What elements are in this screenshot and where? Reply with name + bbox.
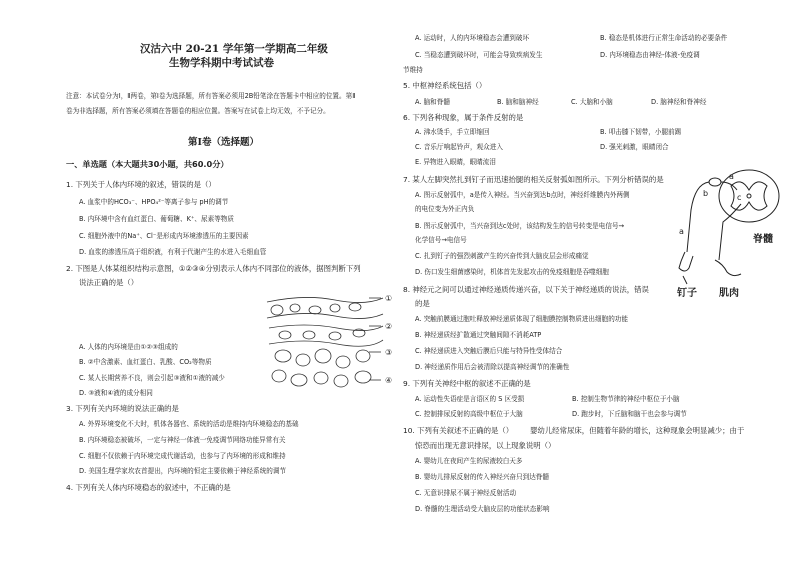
q7-option-a-line2: 的电位变为外正内负 xyxy=(415,205,475,213)
q10-stem-line3: 惊恐而出现无意识排尿，以上现象说明（） xyxy=(415,441,556,450)
figure-label-a-top: a xyxy=(729,172,734,181)
q10-option-c: C. 无意识排尿不属于神经反射活动 xyxy=(415,489,517,497)
q2-option-c: C. 某人长期营养不良，则会引起③液和①液的减少 xyxy=(79,374,225,382)
tissue-structure-figure xyxy=(265,288,397,390)
q1-stem: 1. 下列关于人体内环境的叙述，错误的是（） xyxy=(66,180,216,189)
q3-option-a: A. 外界环境变化不大时，机体各器官、系统的活动是维持内环境稳态的基础 xyxy=(79,420,299,428)
q6-option-e: E. 异物进入眼睛，眼睛流泪 xyxy=(415,158,496,166)
figure-label-b: b xyxy=(703,189,709,198)
q3-option-b: B. 内环境稳态被破坏，一定与神经一体液一免疫调节网络功能异常有关 xyxy=(79,436,286,444)
q6-option-d: D. 强光刺激，眼睛闭合 xyxy=(600,143,669,151)
q4-option-d: D. 内环境稳态由神经-体液-免疫调 xyxy=(600,51,700,59)
figure-label-muscle: 肌肉 xyxy=(719,288,739,298)
q9-option-c: C. 控制排尿反射的高级中枢位于大脑 xyxy=(415,410,523,418)
q4-option-a: A. 运动时，人的内环境稳态会遭到破坏 xyxy=(415,34,530,42)
notice-line2: 卷为非选择题，所有答案必须填在答题卷的相应位置。答案写在试卷上均无效，不予记分。 xyxy=(66,107,330,115)
q9-stem: 9. 下列有关神经中枢的叙述不正确的是 xyxy=(403,379,531,388)
q10-stem-line1: 10. 下列有关叙述不正确的是（） xyxy=(403,426,514,435)
figure-label-c: c xyxy=(737,193,742,202)
q6-option-c: C. 音乐厅响起铃声，观众进入 xyxy=(415,143,503,151)
notice-line1: 注意：本试卷分为Ⅰ，Ⅱ两卷，第Ⅰ卷为选择题，所有答案必须用2B铅笔涂在答题卡中相应的位置。第Ⅱ xyxy=(66,92,356,100)
exam-title-line2: 生物学科期中考试试卷 xyxy=(169,57,274,69)
q5-option-a: A. 脑和脊髓 xyxy=(415,98,450,106)
q10-option-a: A. 婴幼儿在夜间产生的尿液较白天多 xyxy=(415,457,523,465)
exam-title-line1: 汉沽六中 20-21 学年第一学期高二年级 xyxy=(140,43,328,55)
q9-option-b: B. 控制生物节律的神经中枢位于小脑 xyxy=(572,395,680,403)
q6-option-b: B. 叩击膝下韧带，小腿前踢 xyxy=(600,128,682,136)
q1-option-b: B. 内环境中含有血红蛋白、葡萄糖、K⁺、尿素等物质 xyxy=(79,215,234,223)
q7-option-c: C. 扎到钉子的强烈刺激产生的兴奋传到大脑皮层会形成痛觉 xyxy=(415,252,589,260)
figure-label-2: ② xyxy=(385,322,393,331)
q2-stem-line1: 2. 下图是人体某组织结构示意图，①②③④分别表示人体内不同部位的液体，据图判断下列 xyxy=(66,264,361,273)
q7-option-d: D. 伤口发生细菌感染时，机体首先发起攻击的免疫细胞是吞噬细胞 xyxy=(415,268,609,276)
q6-option-a: A. 沸水烫手，手立即缩回 xyxy=(415,128,490,136)
q8-stem-line2: 的是 xyxy=(415,299,430,308)
figure-label-nail: 钉子 xyxy=(677,288,697,298)
q10-option-b: B. 婴幼儿排尿反射的传入神经兴奋只到达脊髓 xyxy=(415,473,549,481)
figure-label-1: ① xyxy=(385,294,393,303)
q1-option-d: D. 血浆的渗透压高于组织液，有利于代谢产生的水进入毛细血管 xyxy=(79,248,267,256)
q8-option-c: C. 神经递质进入突触后膜后只能与特异性受体结合 xyxy=(415,347,563,355)
q3-option-c: C. 细胞不仅依赖于内环境完成代谢活动，也参与了内环境的形成和维持 xyxy=(79,452,286,460)
q2-option-b: B. ②中含激素、血红蛋白、乳酸、CO₂等物质 xyxy=(79,358,212,366)
q8-stem-line1: 8. 神经元之间可以通过神经递质传递兴奋，以下关于神经递质的说法，错误 xyxy=(403,285,649,294)
figure-label-3: ③ xyxy=(385,348,393,357)
q3-option-d: D. 美国生理学家坎农首提出，内环境的恒定主要依赖于神经系统的调节 xyxy=(79,467,287,475)
q10-option-d: D. 脊髓的生理活动受大脑皮层的功能状态影响 xyxy=(415,505,550,513)
q5-option-d: D. 脑神经和脊神经 xyxy=(651,98,707,106)
q4-option-d-cont: 节维持 xyxy=(403,66,423,74)
q4-option-b: B. 稳态是机体进行正常生命活动的必要条件 xyxy=(600,34,728,42)
reflex-arc-figure xyxy=(675,160,791,298)
q1-option-a: A. 血浆中的HCO₃⁻、HPO₄²⁻等离子参与 pH的调节 xyxy=(79,198,229,206)
q4-stem: 4. 下列有关人体内环境稳态的叙述中，不正确的是 xyxy=(66,483,231,492)
q8-option-d: D. 神经递质作用后会被清除以提高神经调节的准确性 xyxy=(415,363,570,371)
q2-option-d: D. ③液和④液的成分相同 xyxy=(79,389,153,397)
q9-option-a: A. 运动性失语症是言语区的 S 区受损 xyxy=(415,395,525,403)
section-heading: 一、单选题（本大题共30小题，共60.0分） xyxy=(66,159,229,169)
q8-option-a: A. 突触前膜通过胞吐释放神经递质体现了细胞膜控制物质进出细胞的功能 xyxy=(415,315,628,323)
q7-option-b-line1: B. 图示反射弧中，当兴奋到达c处时，该结构发生的信号转变是电信号→ xyxy=(415,222,625,230)
figure-label-4: ④ xyxy=(385,376,393,385)
figure-label-spinal-cord: 脊髓 xyxy=(753,234,773,245)
q7-option-b-line2: 化学信号→电信号 xyxy=(415,236,467,244)
q8-option-b: B. 神经递质经扩散通过突触间隙不消耗ATP xyxy=(415,331,542,339)
figure-label-a: a xyxy=(679,227,684,236)
q2-stem-line2: 说法正确的是（） xyxy=(79,278,139,287)
q5-option-b: B. 脑和脑神经 xyxy=(497,98,539,106)
q9-option-d: D. 跑步时，下丘脑和脑干也会参与调节 xyxy=(572,410,687,418)
volume1-title: 第Ⅰ卷（选择题） xyxy=(188,137,259,148)
q5-option-c: C. 大脑和小脑 xyxy=(571,98,613,106)
q7-option-a-line1: A. 图示反射弧中，a是传入神经。当兴奋到达b点时，神经纤维膜内外两侧 xyxy=(415,191,630,199)
q7-stem: 7. 某人左脚突然扎到钉子而迅速抬腿的相关反射弧如图所示。下列分析错误的是 xyxy=(403,175,664,184)
q6-stem: 6. 下列各种现象，属于条件反射的是 xyxy=(403,113,524,122)
q3-stem: 3. 下列有关内环境的说法正确的是 xyxy=(66,404,179,413)
q2-option-a: A. 人体的内环境是由①②③组成的 xyxy=(79,343,178,351)
q5-stem: 5. 中枢神经系统包括（） xyxy=(403,81,487,90)
q4-option-c: C. 当稳态遭到破坏时，可能会导致疾病发生 xyxy=(415,51,543,59)
q10-stem-line2: 婴幼儿经常尿床，但随着年龄的增长，这种现象会明显减少；由于 xyxy=(530,426,745,435)
q1-option-c: C. 细胞外液中的Na⁺、Cl⁻是形成内环境渗透压的主要因素 xyxy=(79,232,249,240)
